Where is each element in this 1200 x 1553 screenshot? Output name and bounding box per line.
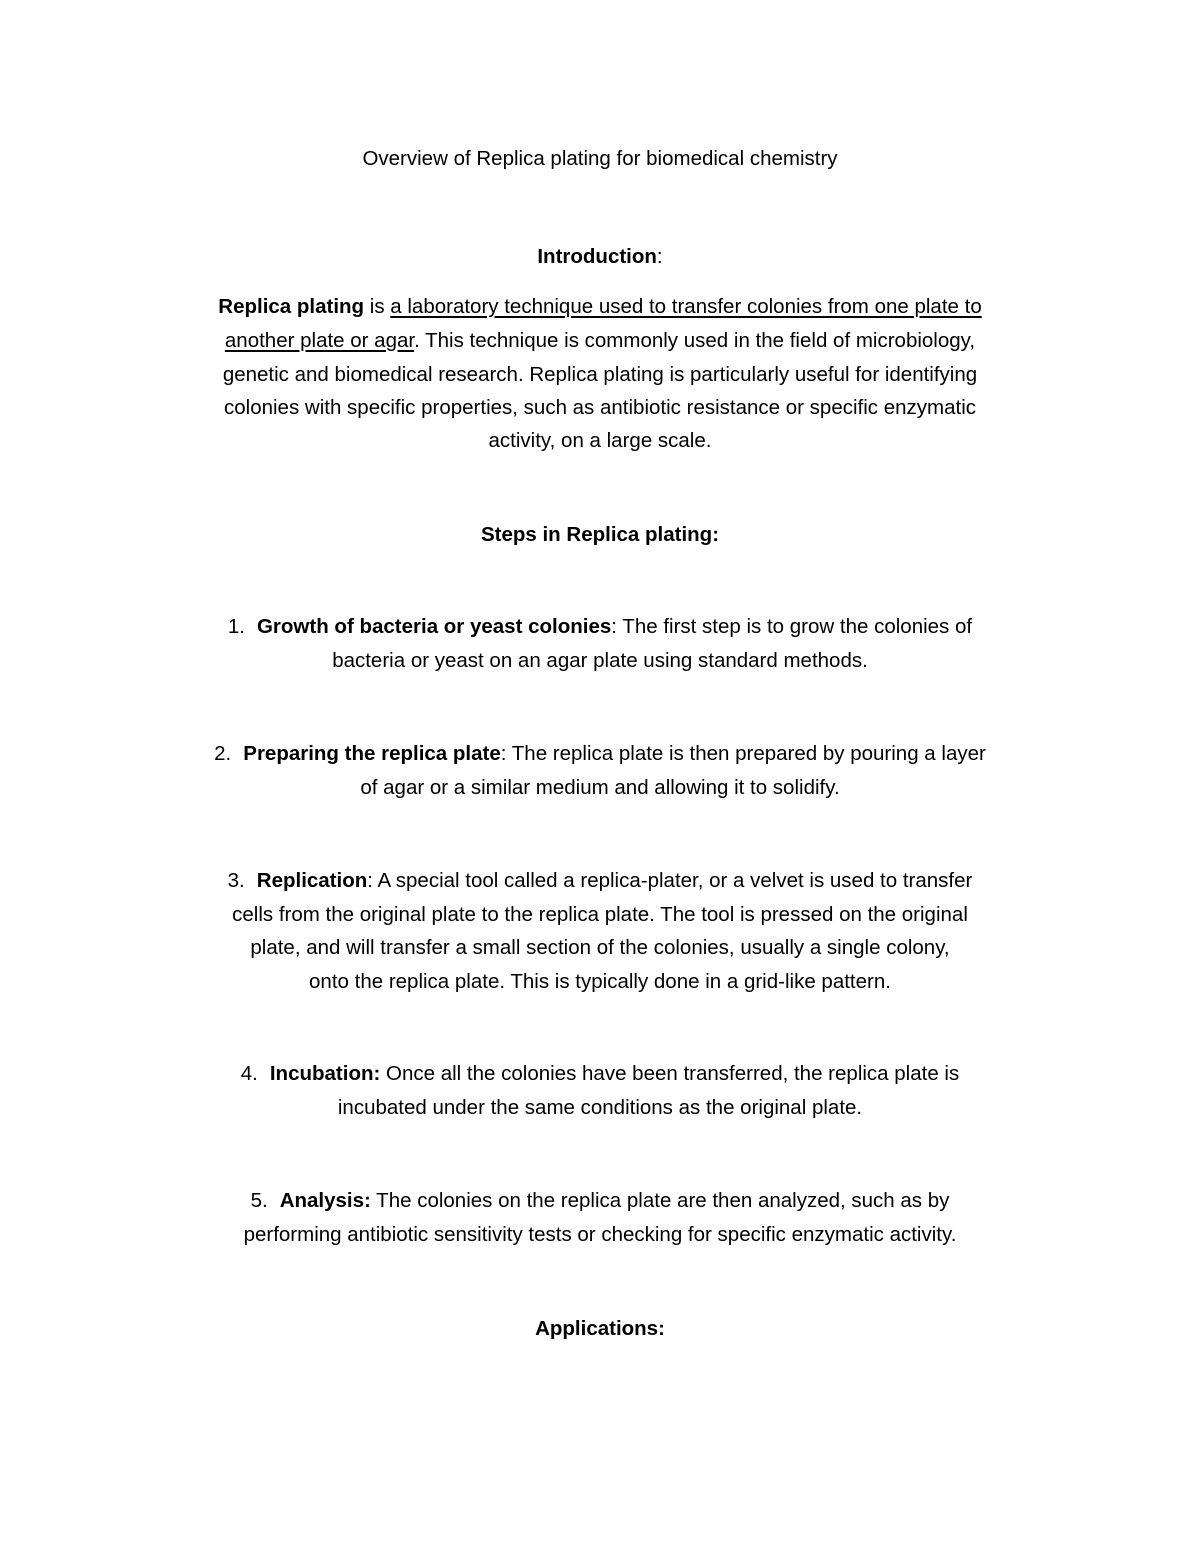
step-1-line-2: bacteria or yeast on an agar plate using standard methods. — [332, 649, 868, 672]
introduction-heading — [0, 244, 1200, 270]
step-2-title: Preparing the replica plate — [243, 742, 501, 765]
step-3-number: 3. — [227, 869, 245, 892]
step-5-number: 5. — [250, 1189, 268, 1212]
step-1-number: 1. — [227, 615, 245, 638]
step-1-title: Growth of bacteria or yeast colonies — [256, 615, 612, 638]
applications-heading: Applications: — [535, 1317, 665, 1340]
intro-definition-part-2: another plate or agar — [224, 329, 415, 352]
step-4-line-1 — [0, 1061, 1200, 1087]
step-5-line-1 — [0, 1188, 1200, 1214]
step-5-text: The colonies on the replica plate are then analyzed, such as by — [370, 1189, 950, 1212]
step-1-line-1 — [0, 614, 1200, 640]
step-1-text: : The first step is to grow the colonies of — [611, 615, 973, 638]
intro-line-4: colonies with specific properties, such as antibiotic resistance or specific enzymatic — [224, 396, 976, 419]
intro-definition-part-1: a laboratory technique used to transfer colonies from one plate to — [390, 295, 982, 318]
step-4-text: Once all the colonies have been transferred, the replica plate is — [380, 1062, 960, 1085]
step-2-text: : The replica plate is then prepared by pouring a layer — [500, 742, 986, 765]
step-3-line-4: onto the replica plate. This is typically done in a grid-like pattern. — [309, 970, 891, 993]
steps-heading: Steps in Replica plating: — [480, 523, 720, 546]
step-5-title: Analysis: — [279, 1189, 371, 1212]
intro-line-5: activity, on a large scale. — [488, 429, 712, 452]
introduction-heading-colon: : — [656, 245, 663, 268]
step-4-line-2: incubated under the same conditions as the original plate. — [337, 1096, 863, 1119]
step-5-line-2: performing antibiotic sensitivity tests or checking for specific enzymatic activity. — [243, 1223, 957, 1246]
intro-line-1 — [0, 294, 1200, 320]
step-3-line-3: plate, and will transfer a small section of the colonies, usually a single colony, — [250, 936, 950, 959]
step-3-text: : A special tool called a replica-plater, or a velvet is used to transfer — [367, 869, 973, 892]
introduction-heading-text: Introduction — [537, 245, 657, 268]
intro-line-3: genetic and biomedical research. Replica plating is particularly useful for identifying — [222, 363, 978, 386]
step-2-number: 2. — [214, 742, 232, 765]
intro-line-2-plain: . This technique is commonly used in the field of microbiology, — [414, 329, 976, 352]
document-title: Overview of Replica plating for biomedical chemistry — [362, 147, 838, 170]
step-4-number: 4. — [240, 1062, 258, 1085]
step-3-line-2: cells from the original plate to the replica plate. The tool is pressed on the original — [232, 903, 968, 926]
step-3-line-1 — [0, 868, 1200, 894]
intro-term: Replica plating — [218, 295, 365, 318]
step-4-title: Incubation: — [269, 1062, 381, 1085]
step-2-line-2: of agar or a similar medium and allowing it to solidify. — [360, 776, 840, 799]
intro-line-2 — [0, 328, 1200, 354]
step-2-line-1 — [0, 741, 1200, 767]
intro-line-1-plain: is — [364, 295, 391, 318]
step-3-title: Replication — [256, 869, 368, 892]
